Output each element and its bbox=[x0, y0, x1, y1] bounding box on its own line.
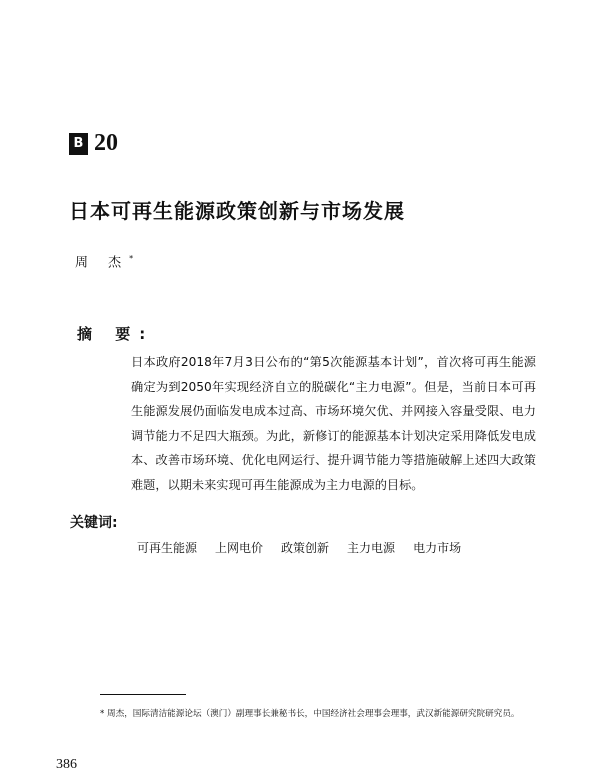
author bbox=[75, 250, 133, 272]
chapter-number: 20 bbox=[94, 130, 118, 156]
author-footnote: * 周杰，国际清洁能源论坛（澳门）副理事长兼秘书长，中国经济社会理事会理事，武汉新能源研究院研究员。 bbox=[100, 709, 520, 719]
keyword: 主力电源 bbox=[347, 541, 396, 555]
keyword: 政策创新 bbox=[281, 541, 330, 555]
keyword: 电力市场 bbox=[413, 541, 462, 555]
keywords-list bbox=[137, 539, 461, 557]
keyword: 上网电价 bbox=[215, 541, 264, 555]
author-footnote-mark: * bbox=[129, 254, 134, 263]
abstract-label: 摘 要: bbox=[77, 325, 155, 343]
keywords-label: 关键词: bbox=[70, 515, 118, 531]
footnote-divider bbox=[100, 694, 186, 695]
article-title: 日本可再生能源政策创新与市场发展 bbox=[69, 199, 405, 223]
page-number: 386 bbox=[56, 757, 77, 772]
author-name: 周 杰 bbox=[75, 255, 130, 271]
abstract-text: 日本政府2018年7月3日公布的“第5次能源基本计划”，首次将可再生能源确定为到2050年实现经济自立的脱碳化“主力电源”。但是，当前日本可再生能源发展仍面临发电成本过高、市场环境欠优、并网接入容量受限、电力调节能力不足四大瓶颈。为此，新修订的能源基本计划决定采用降低发电成本、改善市场环境、优化电网运行、提升调节能力等措施破解上述四大政策难题，以期未来实现可再生能源成为主力电源的目标。 bbox=[131, 355, 536, 492]
keyword: 可再生能源 bbox=[137, 541, 198, 555]
chapter-badge: B bbox=[69, 133, 88, 155]
